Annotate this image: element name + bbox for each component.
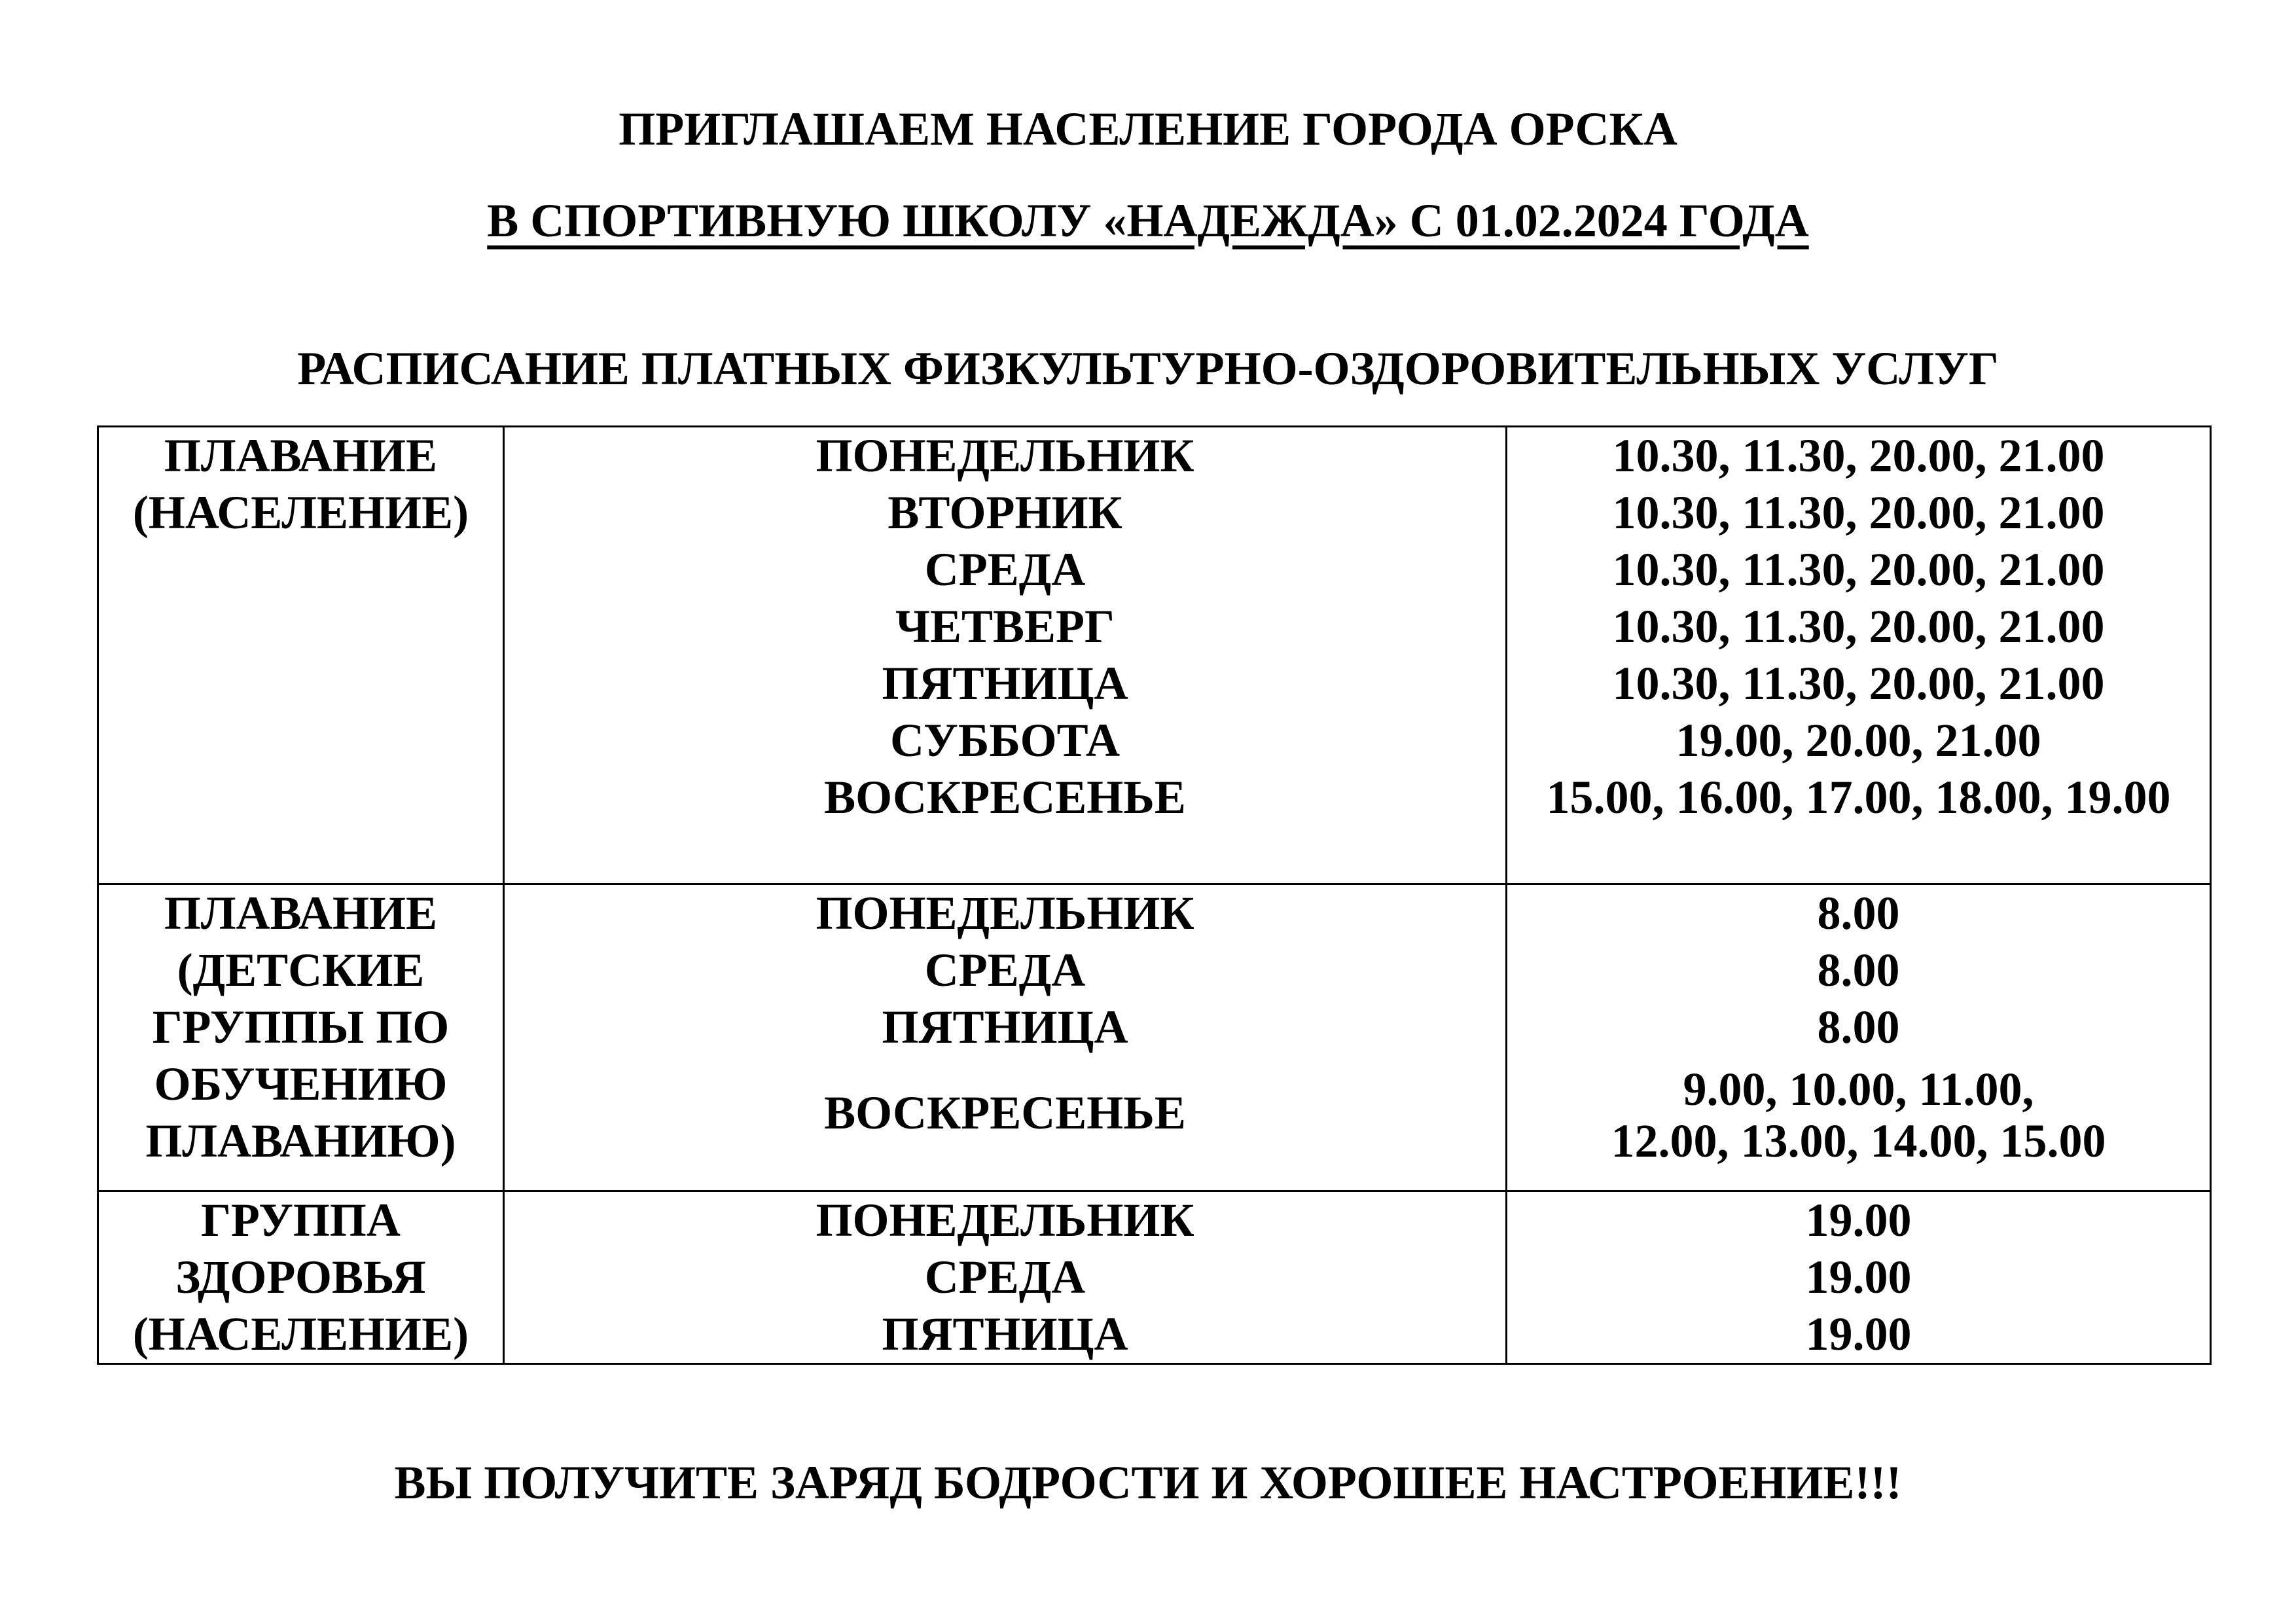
service-line: (НАСЕЛЕНИЕ) [132,1308,469,1360]
time-slots: 10.30, 11.30, 20.00, 21.00 [1612,657,2105,710]
time-slots: 10.30, 11.30, 20.00, 21.00 [1612,600,2105,653]
days-cell [504,427,1507,884]
time-slots: 10.30, 11.30, 20.00, 21.00 [1612,429,2105,482]
time-slots: 19.00, 20.00, 21.00 [1676,714,2041,767]
service-line: ПЛАВАНИЮ) [145,1115,456,1167]
day-label: СРЕДА [924,1251,1086,1303]
service-line: ПЛАВАНИЕ [164,887,438,939]
day-label: ПОНЕДЕЛЬНИК [816,1194,1194,1246]
time-slots: 10.30, 11.30, 20.00, 21.00 [1612,486,2105,539]
closing-slogan: ВЫ ПОЛУЧИТЕ ЗАРЯД БОДРОСТИ И ХОРОШЕЕ НАСТРОЕНИЕ!!! [394,1456,1902,1509]
time-slots: 15.00, 16.00, 17.00, 18.00, 19.00 [1546,771,2171,823]
service-line: ПЛАВАНИЕ [164,429,438,482]
times-cell [1507,884,2211,1191]
schedule-table [97,425,2212,1365]
service-line: ГРУППА [201,1194,401,1246]
table-row [98,884,2211,1191]
invitation-heading: ПРИГЛАШАЕМ НАСЕЛЕНИЕ ГОРОДА ОРСКА [619,103,1677,155]
time-slots: 8.00 [1817,1001,1900,1053]
time-slots: 8.00 [1817,887,1900,939]
service-cell [98,884,504,1191]
school-heading [0,191,2296,250]
days-cell [504,884,1507,1191]
time-slots: 19.00 [1805,1308,1912,1360]
day-label: ПОНЕДЕЛЬНИК [816,887,1194,939]
day-label: СРЕДА [924,944,1086,996]
times-cell [1507,1191,2211,1364]
day-label: ВОСКРЕСЕНЬЕ [824,1087,1186,1139]
time-slots: 12.00, 13.00, 14.00, 15.00 [1611,1115,2106,1167]
days-cell [504,1191,1507,1364]
service-line: (ДЕТСКИЕ [177,944,425,996]
day-label: ПОНЕДЕЛЬНИК [816,429,1194,482]
time-slots: 19.00 [1805,1194,1912,1246]
day-label: ВОСКРЕСЕНЬЕ [824,771,1186,823]
service-line: ЗДОРОВЬЯ [175,1251,426,1303]
service-line: ГРУППЫ ПО [152,1001,450,1053]
table-row [98,427,2211,884]
day-label: ВТОРНИК [888,486,1122,539]
time-slots: 9.00, 10.00, 11.00, [1683,1063,2034,1115]
day-label: ЧЕТВЕРГ [895,600,1115,653]
service-line: ОБУЧЕНИЮ [154,1058,448,1110]
day-label: СРЕДА [924,543,1086,596]
schedule-title: РАСПИСАНИЕ ПЛАТНЫХ ФИЗКУЛЬТУРНО-ОЗДОРОВИТЕЛЬНЫХ УСЛУГ [297,342,1999,395]
service-cell [98,1191,504,1364]
time-slots: 8.00 [1817,944,1900,996]
day-label: ПЯТНИЦА [882,1308,1128,1360]
day-label: ПЯТНИЦА [882,1001,1128,1053]
school-heading-text: В СПОРТИВНУЮ ШКОЛУ «НАДЕЖДА» С 01.02.2024 ГОДА [487,194,1809,247]
table-row [98,1191,2211,1364]
time-slots: 10.30, 11.30, 20.00, 21.00 [1612,543,2105,596]
service-line: (НАСЕЛЕНИЕ) [132,486,469,539]
service-cell [98,427,504,884]
time-slots: 19.00 [1805,1251,1912,1303]
day-label: ПЯТНИЦА [882,657,1128,710]
times-cell [1507,427,2211,884]
day-label: СУББОТА [889,714,1121,767]
